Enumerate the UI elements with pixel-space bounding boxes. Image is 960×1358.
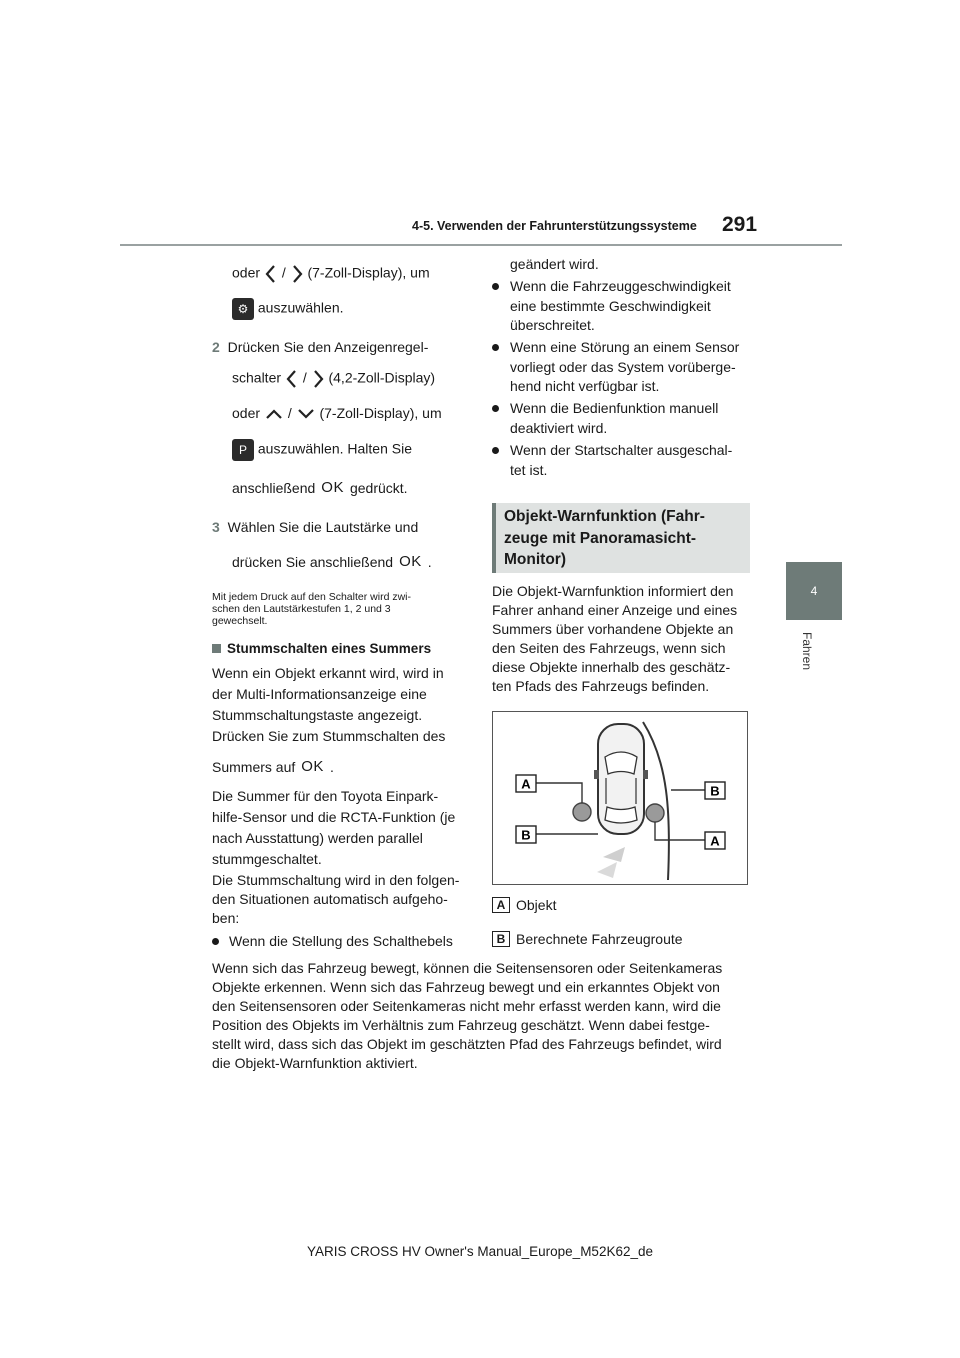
note-line2: schen den Lautstärkestufen 1, 2 und 3 (212, 603, 391, 615)
para-line: Position des Objekts im Verhältnis zum Fahrzeug geschätzt. Wenn dabei festge- (212, 1017, 710, 1033)
step3-line1: 3 Wählen Sie die Lautstärke und (212, 519, 419, 535)
chevron-left-icon (285, 368, 299, 390)
page-number: 291 (722, 213, 758, 236)
chevron-right-icon (290, 263, 304, 285)
bullet-icon (212, 938, 219, 945)
para-line: den Seiten des Fahrzeugs, wenn sich (492, 640, 726, 656)
object-right-icon (646, 804, 664, 822)
bullet-icon (492, 447, 499, 454)
list-item: Wenn die Bedienfunktion manuell deaktiviert wird. (492, 399, 718, 438)
car-icon (594, 724, 648, 834)
ok-button-icon: OK (399, 553, 422, 570)
para-line: ben: (212, 910, 240, 926)
step3-line2: drücken Sie anschließend OK . (232, 553, 432, 570)
parking-sensor-icon: P (232, 439, 254, 461)
bullet-icon (492, 283, 499, 290)
ok-button-icon: OK (301, 758, 324, 775)
para-line: Objekte erkennen. Wenn sich das Fahrzeug bewegt und ein erkanntes Objekt von (212, 979, 720, 995)
legend-item: B Berechnete Fahrzeugroute (492, 930, 683, 950)
object-warning-diagram (492, 711, 748, 885)
list-item: Wenn der Startschalter ausgeschal- tet ist. (492, 441, 732, 480)
diagram-label: A (710, 833, 720, 849)
para-line: Wenn ein Objekt erkannt wird, wird in (212, 665, 444, 681)
para-line: Stummschaltungstaste angezeigt. (212, 707, 423, 723)
chapter-number: 4 (810, 584, 818, 598)
square-bullet-icon (212, 644, 221, 653)
object-left-icon (573, 803, 591, 821)
chapter-tab[interactable] (786, 562, 842, 620)
step1-line2: ⚙ auszuwählen. (232, 298, 344, 320)
list-item: Wenn die Fahrzeuggeschwindigkeit eine bestimmte Geschwindigkeit überschreitet. (492, 277, 731, 336)
header-rule (120, 244, 842, 246)
legend-key: B (492, 931, 510, 947)
list-item: Wenn eine Störung an einem Sensor vorliegt oder das System vorüberge- hend nicht verfügbar ist. (492, 338, 739, 397)
section-title: 4-5. Verwenden der Fahrunterstützungssysteme (412, 219, 697, 233)
chevron-up-icon (264, 407, 284, 421)
chevron-down-icon (296, 407, 316, 421)
list-item: Wenn die Stellung des Schalthebels (212, 932, 453, 952)
subheading-mute: Stummschalten eines Summers (212, 639, 431, 659)
para-line: Die Stummschaltung wird in den folgen- (212, 872, 460, 888)
section-heading-object-warning: Objekt-Warnfunktion (Fahr- zeuge mit Panoramasicht- Monitor) (492, 503, 750, 573)
chapter-label: Fahren (800, 632, 814, 671)
bullet-icon (492, 405, 499, 412)
note-line1: Mit jedem Druck auf den Schalter wird zwi- (212, 591, 411, 603)
para-line: Summers über vorhandene Objekte an (492, 621, 734, 637)
step2-line1: 2 Drücken Sie den Anzeigenregel- (212, 339, 429, 355)
legend-item: A Objekt (492, 896, 556, 916)
para-line: stummgeschaltet. (212, 851, 322, 867)
vehicle-diagram-svg (493, 712, 747, 884)
footer-manual-id: YARIS CROSS HV Owner's Manual_Europe_M52K62_de (307, 1244, 653, 1259)
para-line: hilfe-Sensor und die RCTA-Funktion (je (212, 809, 456, 825)
para-line: die Objekt-Warnfunktion aktiviert. (212, 1055, 418, 1071)
bullet-icon (492, 344, 499, 351)
gear-icon: ⚙ (232, 298, 254, 320)
diagram-label: B (710, 783, 720, 799)
step2-line5: anschließend OK gedrückt. (232, 479, 408, 496)
para-line: stellt wird, dass sich das Objekt im geschätzten Pfad des Fahrzeugs befindet, wird (212, 1036, 722, 1052)
para-line: geändert wird. (510, 256, 599, 272)
chevron-right-icon (311, 368, 325, 390)
note-line3: gewechselt. (212, 615, 268, 627)
chevron-left-icon (264, 263, 278, 285)
diagram-label: A (521, 776, 531, 792)
ok-button-icon: OK (321, 479, 344, 496)
para-line: Die Objekt-Warnfunktion informiert den (492, 583, 734, 599)
step2-line2: schalter / (4,2-Zoll-Display) (232, 368, 435, 390)
para-line: nach Ausstattung) werden parallel (212, 830, 423, 846)
para-line: der Multi-Informationsanzeige eine (212, 686, 427, 702)
legend-key: A (492, 897, 510, 913)
para-line: Fahrer anhand einer Anzeige und eines (492, 602, 738, 618)
para-line: Drücken Sie zum Stummschalten des (212, 728, 446, 744)
step2-line4: P auszuwählen. Halten Sie (232, 439, 412, 461)
para-line: Summers auf OK . (212, 758, 334, 775)
para-line: den Situationen automatisch aufgeho- (212, 891, 448, 907)
para-line: den Seitensensoren oder Seitenkameras nicht mehr erfasst werden kann, wird die (212, 998, 721, 1014)
step2-line3: oder / (7-Zoll-Display), um (232, 405, 442, 421)
diagram-label: B (521, 827, 531, 843)
para-line: diese Objekte innerhalb des geschätz- (492, 659, 731, 675)
para-line: ten Pfads des Fahrzeugs befinden. (492, 678, 710, 694)
step1-line1: oder / (7-Zoll-Display), um (232, 263, 430, 285)
para-line: Die Summer für den Toyota Einpark- (212, 788, 439, 804)
para-line: Wenn sich das Fahrzeug bewegt, können die Seitensensoren oder Seitenkameras (212, 960, 723, 976)
